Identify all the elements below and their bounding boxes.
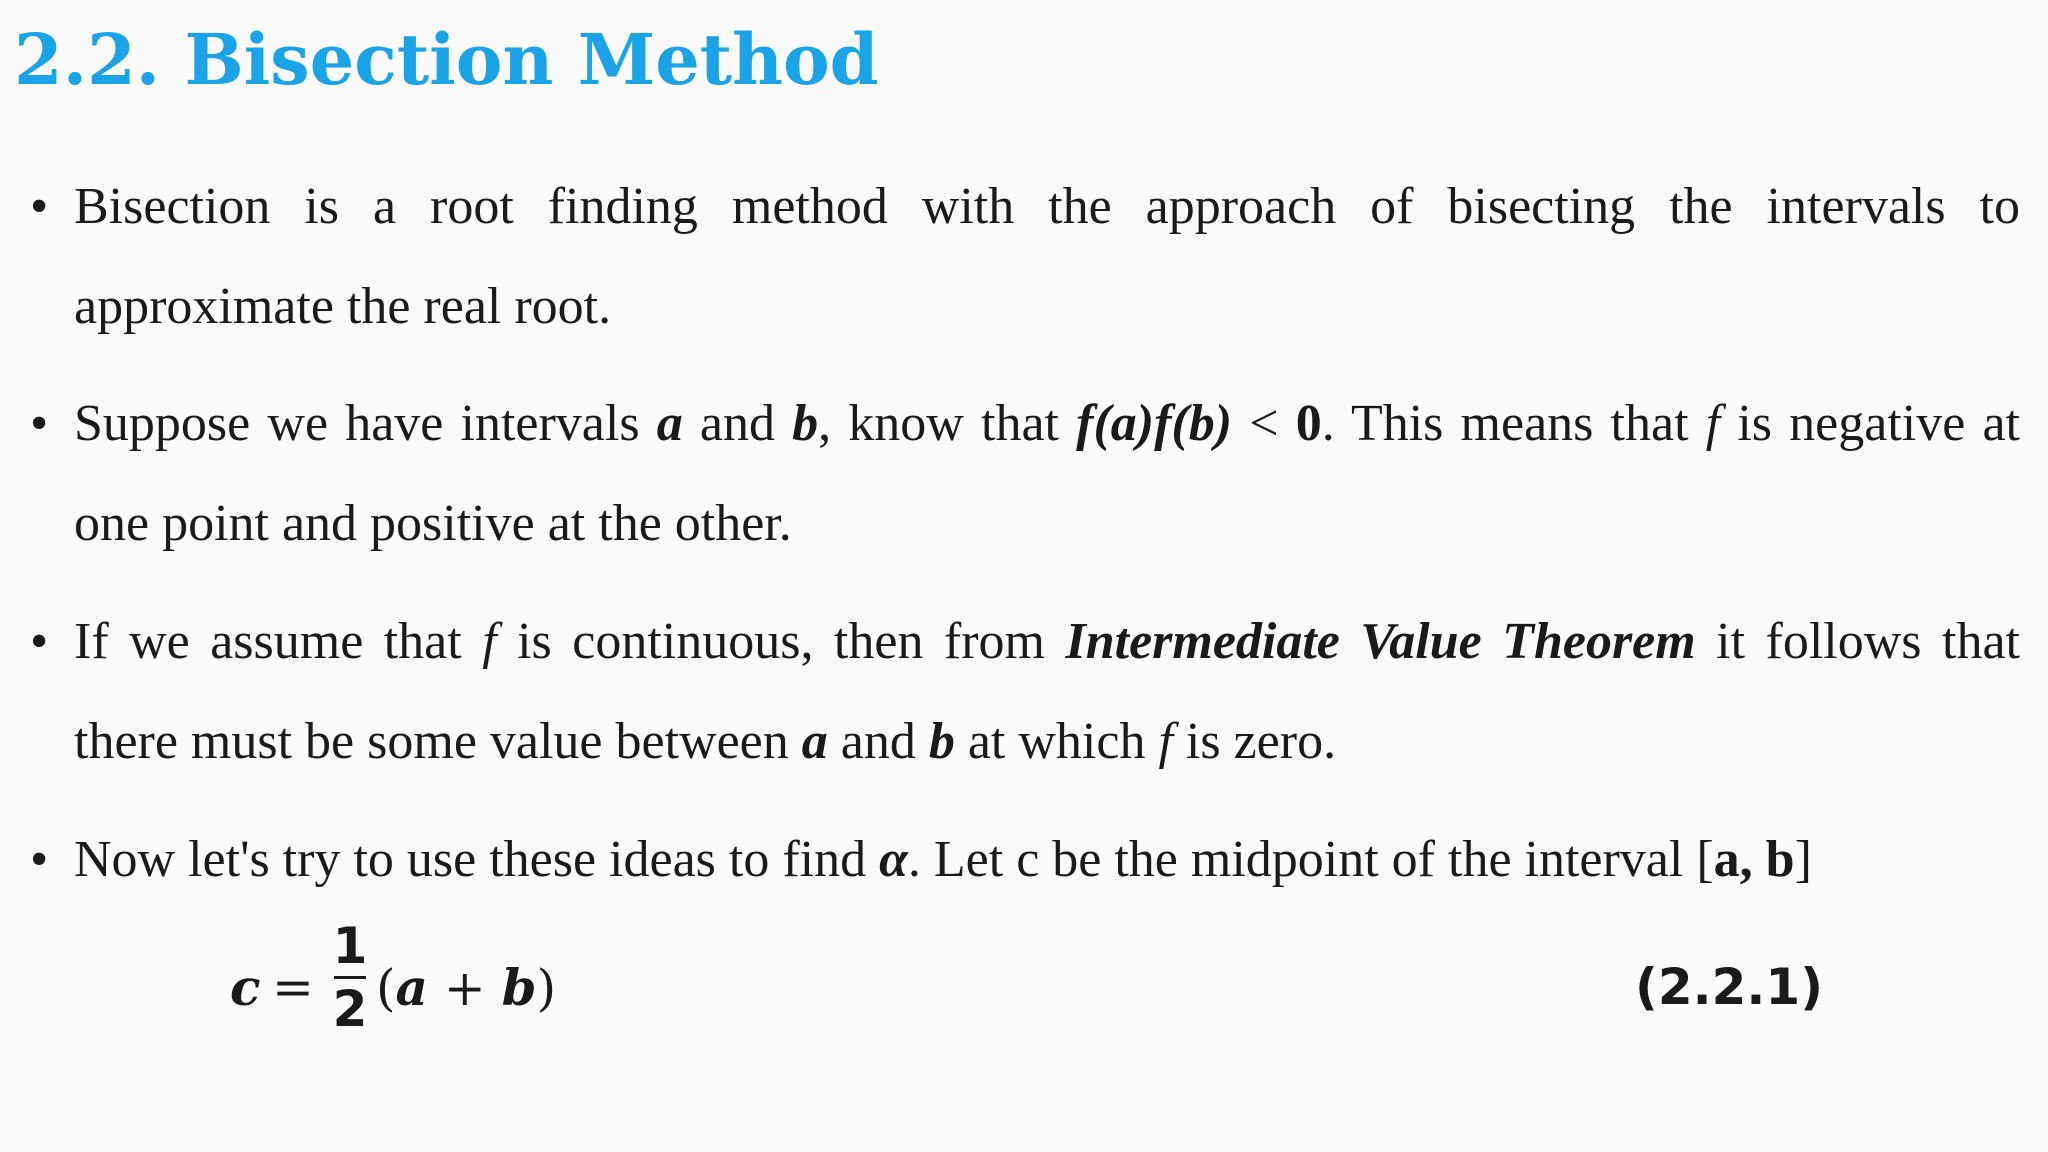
text-segment: at which bbox=[954, 713, 1159, 770]
equation-number: (2.2.1) bbox=[1635, 958, 1824, 1016]
equation-plus: + bbox=[427, 959, 502, 1017]
text-segment: a, b bbox=[1713, 831, 1795, 888]
text-segment: is continuous, then from bbox=[496, 613, 1066, 670]
bullet-item bbox=[30, 157, 2020, 357]
equation-rhs bbox=[376, 958, 556, 1017]
text-segment: it follows that there must be some value between bbox=[74, 613, 2020, 770]
text-segment: f bbox=[1705, 395, 1721, 452]
equation-block bbox=[230, 918, 1830, 1048]
fraction-numerator: 1 bbox=[332, 917, 368, 975]
text-segment: b bbox=[792, 395, 819, 452]
text-segment: f bbox=[1158, 713, 1173, 770]
equation-fraction bbox=[330, 918, 370, 1037]
bullet-text bbox=[74, 592, 2020, 792]
text-segment: [ bbox=[1696, 831, 1714, 888]
text-segment: . This means that bbox=[1321, 395, 1706, 452]
text-segment: 0 bbox=[1295, 395, 1322, 452]
text-segment: a bbox=[801, 713, 828, 770]
equation-equals: = bbox=[272, 958, 314, 1016]
text-segment: If we assume that bbox=[74, 613, 483, 670]
bullet-dot-icon: • bbox=[30, 395, 49, 452]
bullet-text bbox=[74, 374, 2020, 574]
bullet-text bbox=[74, 157, 2020, 357]
text-segment: < bbox=[1232, 395, 1296, 452]
bullet-item bbox=[30, 810, 2020, 910]
text-segment: Now let's try to use these ideas to find bbox=[74, 831, 880, 888]
text-segment: b bbox=[928, 713, 955, 770]
text-segment: Intermediate Value Theorem bbox=[1065, 613, 1696, 670]
text-segment: a bbox=[656, 395, 683, 452]
text-segment: ] bbox=[1794, 831, 1812, 888]
text-segment: . Let c be the midpoint of the interval bbox=[907, 831, 1697, 888]
text-segment: f(a)f(b) bbox=[1076, 395, 1233, 452]
text-segment: and bbox=[682, 395, 793, 452]
text-segment: Bisection is a root finding method with the approach of bisecting the intervals to approximate the real root. bbox=[74, 178, 2020, 335]
bullet-dot-icon: • bbox=[30, 178, 49, 235]
text-segment: f bbox=[482, 613, 497, 670]
fraction-denominator: 2 bbox=[332, 980, 368, 1038]
bullet-item bbox=[30, 592, 2020, 792]
text-segment: and bbox=[827, 713, 929, 770]
bullet-text bbox=[74, 810, 2020, 910]
fraction-bar bbox=[334, 976, 366, 979]
section-title: 2.2. Bisection Method bbox=[14, 18, 879, 101]
text-segment: , know that bbox=[818, 395, 1077, 452]
text-segment: Suppose we have intervals bbox=[74, 395, 657, 452]
equation-lhs: c bbox=[230, 958, 261, 1017]
equation-var-a: a bbox=[395, 958, 428, 1017]
equation-var-b: b bbox=[501, 958, 537, 1017]
text-segment: is zero. bbox=[1172, 713, 1337, 770]
bullet-dot-icon: • bbox=[30, 831, 49, 888]
bullet-item bbox=[30, 374, 2020, 574]
equation-open-paren: ( bbox=[376, 959, 396, 1017]
text-segment: is negative at one point and positive at the other. bbox=[74, 395, 2020, 552]
bullet-dot-icon: • bbox=[30, 613, 49, 670]
equation-close-paren: ) bbox=[536, 959, 557, 1017]
text-segment: α bbox=[879, 831, 908, 888]
